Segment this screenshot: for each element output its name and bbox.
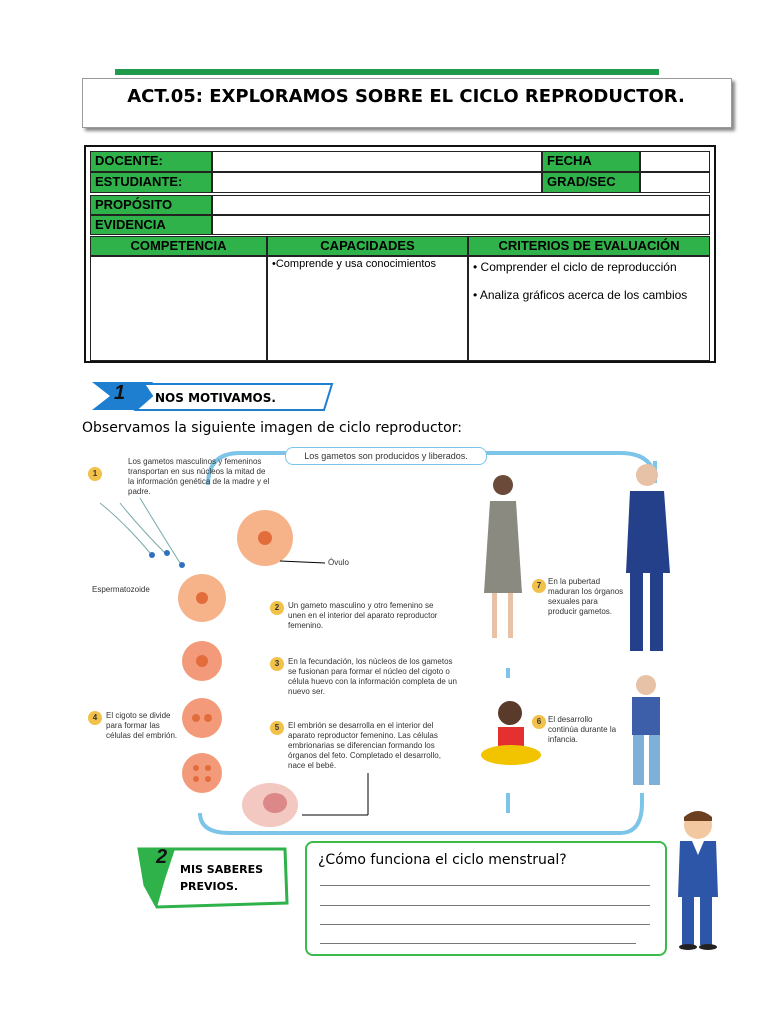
info-table — [84, 145, 716, 363]
question-text: ¿Cómo funciona el ciclo menstrual? — [318, 852, 567, 868]
page-title: ACT.05: EXPLORAMOS SOBRE EL CICLO REPRODUCTOR. — [127, 86, 685, 107]
cycle-arrows — [80, 443, 680, 843]
answer-line[interactable] — [320, 943, 636, 944]
ovulo-label: Óvulo — [328, 558, 349, 567]
reproductive-cycle-diagram — [80, 443, 680, 843]
step-6-text: El desarrollo continúa durante la infancia. — [548, 715, 617, 744]
section-1-label: NOS MOTIVAMOS. — [155, 391, 276, 405]
title-accent-bar — [115, 69, 659, 75]
step-4-text: El cigoto se divide para formar las células del embrión. — [106, 711, 178, 740]
capacidades-cell — [267, 256, 468, 361]
answer-line[interactable] — [320, 885, 650, 886]
answer-line[interactable] — [320, 924, 650, 925]
section-2-label-line2: PREVIOS. — [180, 880, 239, 893]
step-7-text: En la pubertad maduran los órganos sexuales para producir gametos. — [548, 577, 624, 616]
step-number: 3 — [270, 657, 284, 671]
section-1-number: 1 — [114, 382, 126, 404]
criterios-header: CRITERIOS DE EVALUACIÓN — [468, 236, 710, 256]
competencia-cell — [90, 256, 267, 361]
step-number: 1 — [88, 467, 102, 481]
section-2-number: 2 — [156, 846, 168, 868]
criterio-item: • Analiza gráficos acerca de los cambios — [473, 288, 688, 302]
thinking-man-illustration — [670, 805, 722, 950]
grado-field[interactable] — [640, 172, 710, 193]
evidencia-label: EVIDENCIA — [90, 215, 212, 235]
fecha-field[interactable] — [640, 151, 710, 172]
section-2-label — [180, 861, 263, 895]
step-5-text: El embrión se desarrolla en el interior del aparato reproductor femenino. Las células embrionarias se diferencian formando los órganos del feto. Completado el desarrollo, nace el bebé. — [288, 721, 441, 770]
estudiante-field[interactable] — [212, 172, 542, 193]
step-number: 2 — [270, 601, 284, 615]
section-2-label-line1: MIS SABERES — [180, 863, 264, 876]
evidencia-field[interactable] — [212, 215, 710, 235]
step-number: 7 — [532, 579, 546, 593]
criterios-cell — [468, 256, 710, 361]
proposito-field[interactable] — [212, 195, 710, 215]
capacidades-header: CAPACIDADES — [267, 236, 468, 256]
step-1-text: Los gametos masculinos y femeninos transportan en sus núcleos la mitad de la información genética de la madre y el padre. — [128, 457, 270, 496]
grado-label: GRAD/SEC — [542, 172, 640, 193]
step-number: 4 — [88, 711, 102, 725]
cycle-banner: Los gametos son producidos y liberados. — [285, 447, 487, 465]
section-1-instruction: Observamos la siguiente imagen de ciclo reproductor: — [82, 420, 462, 436]
espermatozoide-label: Espermatozoide — [92, 585, 150, 594]
answer-line[interactable] — [320, 905, 650, 906]
proposito-label: PROPÓSITO — [90, 195, 212, 215]
docente-field[interactable] — [212, 151, 542, 172]
criterio-item: • Comprender el ciclo de reproducción — [473, 260, 677, 274]
step-number: 6 — [532, 715, 546, 729]
step-3-text: En la fecundación, los núcleos de los gametos se fusionan para formar el núcleo del cigoto o célula huevo con la información completa de un nuevo ser. — [288, 657, 457, 696]
competencia-header: COMPETENCIA — [90, 236, 267, 256]
docente-label: DOCENTE: — [90, 151, 212, 172]
capacidad-item: •Comprende y usa conocimientos — [272, 258, 437, 270]
step-2-text: Un gameto masculino y otro femenino se unen en el interior del aparato reproductor femenino. — [288, 601, 438, 630]
estudiante-label: ESTUDIANTE: — [90, 172, 212, 193]
fecha-label: FECHA — [542, 151, 640, 172]
step-number: 5 — [270, 721, 284, 735]
